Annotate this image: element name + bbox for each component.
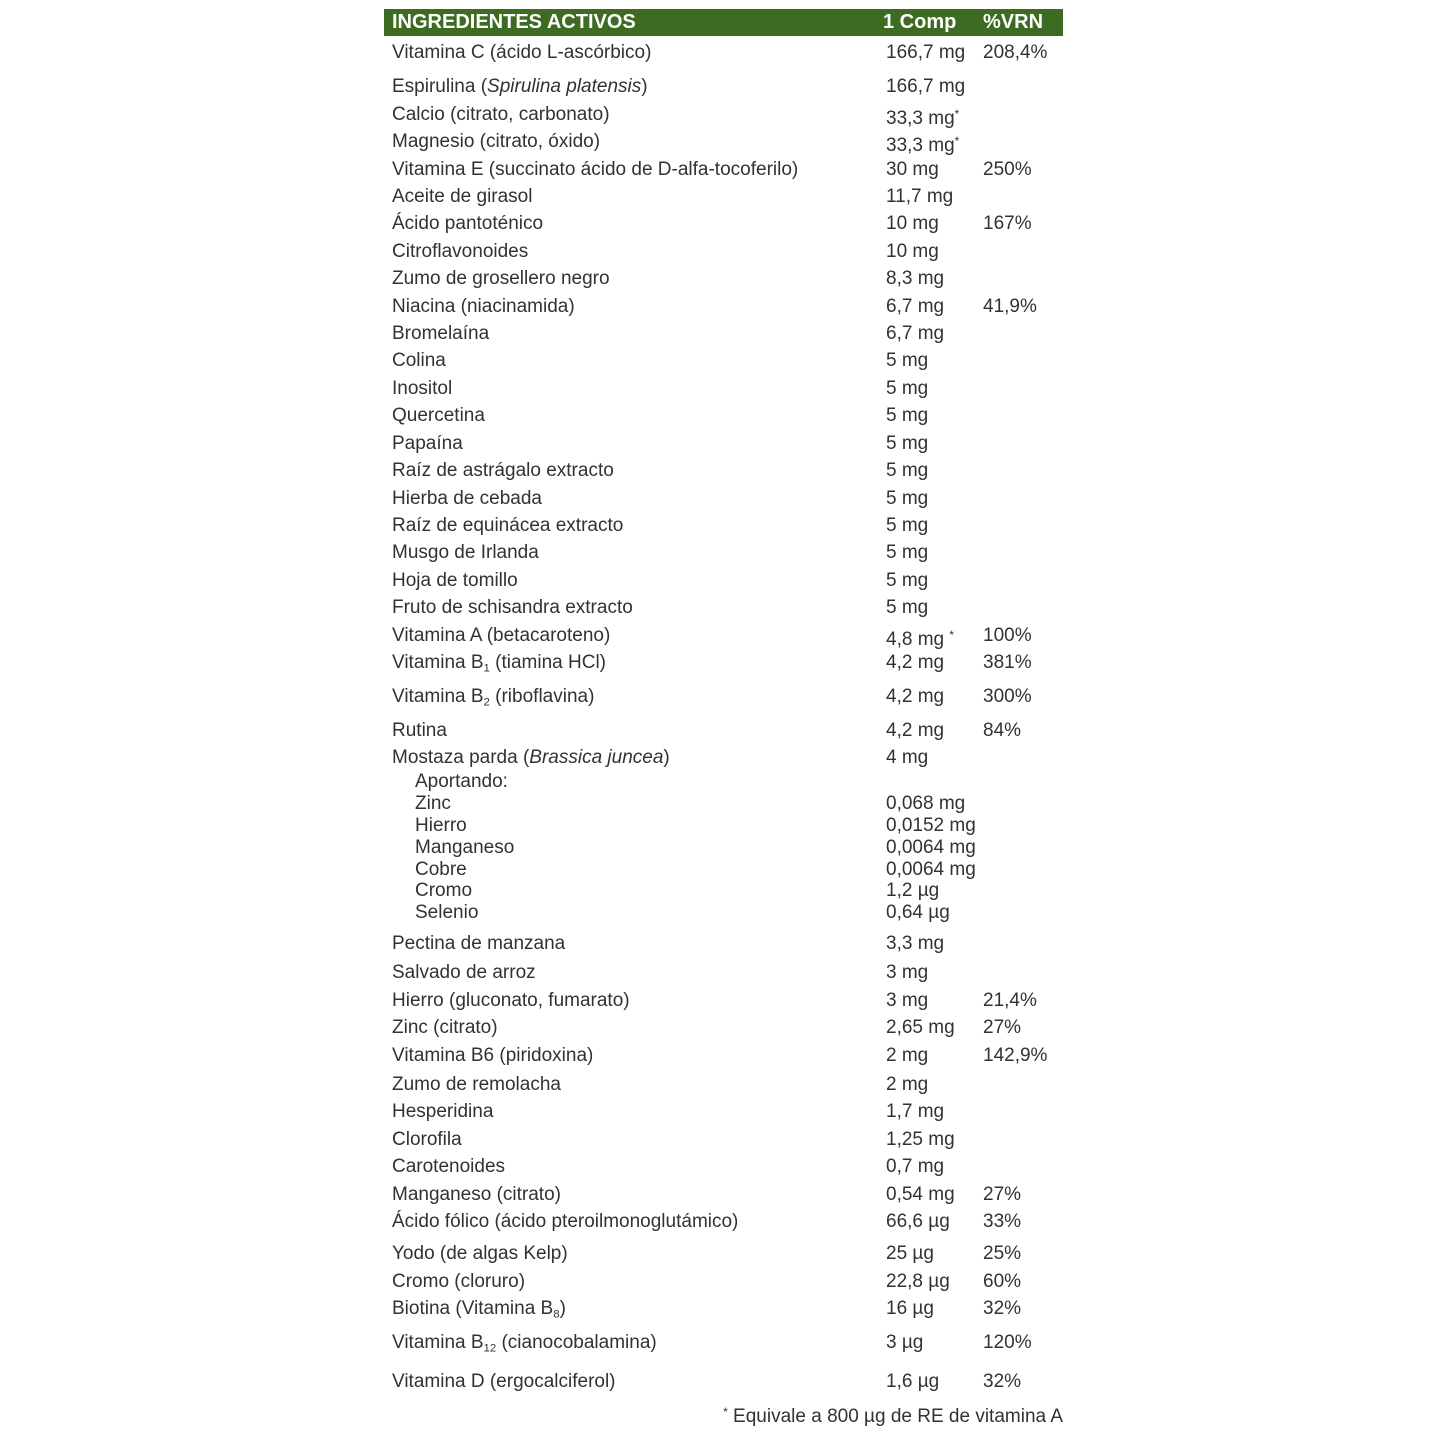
ingredient-name: Hesperidina [392, 1101, 494, 1123]
table-row [384, 793, 1063, 815]
table-rows [384, 36, 1063, 1395]
amount-value: 3 mg [886, 962, 929, 984]
table-row [384, 402, 1063, 429]
vrn-value: 41,9% [983, 295, 1037, 317]
amount-value: 0,7 mg [886, 1156, 945, 1178]
ingredient-name: Vitamina E (succinato ácido de D-alfa-tocoferilo) [392, 158, 799, 180]
amount-value: 5 mg [886, 542, 929, 564]
ingredient-name: Biotina (Vitamina B8) [392, 1298, 566, 1321]
table-row [384, 347, 1063, 374]
ingredients-table [384, 9, 1063, 1395]
ingredient-name: Yodo (de algas Kelp) [392, 1243, 568, 1265]
table-row [384, 183, 1063, 210]
ingredient-name: Selenio [415, 902, 479, 924]
table-row [384, 457, 1063, 484]
table-row [384, 771, 1063, 793]
vrn-value: 25% [983, 1243, 1022, 1265]
table-row [384, 837, 1063, 859]
table-row [384, 210, 1063, 237]
ingredient-name: Ácido fólico (ácido pteroilmonoglutámico) [392, 1211, 739, 1233]
amount-value: 11,7 mg [886, 186, 954, 208]
ingredient-name: Vitamina B2 (riboflavina) [392, 685, 595, 709]
amount-value: 0,54 mg [886, 1183, 955, 1205]
ingredient-name: Manganeso [415, 836, 515, 858]
vrn-value: 208,4% [983, 42, 1048, 63]
header-comp-label: 1 Comp [883, 11, 957, 33]
amount-value: 3 mg [886, 989, 929, 1011]
table-row [384, 1071, 1063, 1098]
header-vrn-label: %VRN [983, 11, 1044, 33]
vrn-value: 27% [983, 1183, 1022, 1205]
amount-value: 1,7 mg [886, 1101, 945, 1123]
amount-value: 22,8 µg [886, 1270, 950, 1292]
amount-value: 1,2 µg [886, 880, 940, 902]
ingredient-name: Vitamina C (ácido L-ascórbico) [392, 42, 652, 63]
amount-value: 0,64 µg [886, 902, 950, 924]
ingredient-name: Magnesio (citrato, óxido) [392, 131, 601, 153]
table-row [384, 959, 1063, 986]
amount-value: 4,8 mg * [886, 628, 954, 650]
table-row [384, 320, 1063, 347]
amount-value: 10 mg [886, 240, 939, 262]
vrn-value: 167% [983, 213, 1032, 235]
amount-value: 30 mg [886, 158, 939, 180]
amount-value: 0,0064 mg [886, 858, 976, 880]
amount-value: 0,0152 mg [886, 814, 976, 836]
table-row [384, 1208, 1063, 1235]
ingredient-name: Inositol [392, 377, 453, 399]
table-row [384, 265, 1063, 292]
vrn-value: 120% [983, 1332, 1032, 1354]
table-row [384, 1295, 1063, 1329]
table-row [384, 1329, 1063, 1363]
table-row [384, 73, 1063, 100]
table-row [384, 128, 1063, 155]
vrn-value: 33% [983, 1211, 1022, 1233]
ingredient-name: Cromo [415, 880, 473, 902]
vrn-value: 32% [983, 1370, 1022, 1392]
amount-value: 6,7 mg [886, 295, 945, 317]
table-row [384, 567, 1063, 594]
table-row [384, 512, 1063, 539]
ingredient-name: Fruto de schisandra extracto [392, 597, 633, 619]
ingredient-name: Espirulina (Spirulina platensis) [392, 76, 648, 98]
table-row [384, 1240, 1063, 1267]
table-row [384, 594, 1063, 621]
table-row [384, 1153, 1063, 1180]
table-row [384, 293, 1063, 320]
ingredient-name: Hierba de cebada [392, 487, 542, 509]
ingredient-name: Raíz de astrágalo extracto [392, 460, 614, 482]
table-row [384, 1268, 1063, 1295]
ingredient-name: Hoja de tomillo [392, 569, 518, 591]
amount-value: 1,25 mg [886, 1128, 955, 1150]
table-row [384, 744, 1063, 771]
ingredient-name: Calcio (citrato, carbonato) [392, 103, 610, 125]
amount-value: 33,3 mg* [886, 135, 960, 157]
vrn-value: 300% [983, 685, 1032, 707]
amount-value: 4,2 mg [886, 651, 945, 673]
amount-value: 6,7 mg [886, 323, 945, 345]
ingredient-name: Pectina de manzana [392, 932, 566, 954]
ingredient-name: Vitamina D (ergocalciferol) [392, 1370, 616, 1392]
table-row [384, 859, 1063, 881]
amount-value: 0,068 mg [886, 793, 966, 815]
table-row [384, 683, 1063, 717]
table-row [384, 930, 1063, 957]
table-row [384, 485, 1063, 512]
table-row [384, 539, 1063, 566]
ingredient-name: Manganeso (citrato) [392, 1183, 561, 1205]
table-row [384, 238, 1063, 265]
ingredient-name: Rutina [392, 719, 447, 741]
amount-value: 25 µg [886, 1243, 934, 1265]
ingredient-name: Salvado de arroz [392, 962, 536, 984]
table-row [384, 815, 1063, 837]
ingredient-name: Vitamina A (betacaroteno) [392, 624, 611, 646]
ingredient-name: Vitamina B12 (cianocobalamina) [392, 1332, 657, 1355]
amount-value: 16 µg [886, 1298, 934, 1320]
ingredient-name: Clorofila [392, 1128, 462, 1150]
amount-value: 2 mg [886, 1044, 929, 1066]
ingredient-name: Niacina (niacinamida) [392, 295, 575, 317]
amount-value: 4 mg [886, 746, 929, 768]
vrn-value: 84% [983, 719, 1022, 741]
table-row [384, 902, 1063, 924]
table-row [384, 1181, 1063, 1208]
table-row [384, 1098, 1063, 1125]
footnote: * Equivale a 800 µg de RE de vitamina A [723, 1406, 1063, 1427]
table-row [384, 430, 1063, 457]
table-row [384, 156, 1063, 183]
ingredient-name: Cromo (cloruro) [392, 1270, 526, 1292]
ingredient-name: Carotenoides [392, 1156, 506, 1178]
vrn-value: 250% [983, 158, 1032, 180]
amount-value: 66,6 µg [886, 1211, 950, 1233]
ingredient-name: Citroflavonoides [392, 240, 529, 262]
amount-value: 33,3 mg* [886, 107, 960, 129]
table-row [384, 622, 1063, 649]
ingredient-name: Aportando: [415, 771, 508, 793]
header-ingredients-label: INGREDIENTES ACTIVOS [392, 11, 636, 33]
ingredient-name: Zinc (citrato) [392, 1017, 498, 1039]
amount-value: 2 mg [886, 1073, 929, 1095]
amount-value: 5 mg [886, 487, 929, 509]
amount-value: 4,2 mg [886, 719, 945, 741]
ingredient-name: Mostaza parda (Brassica juncea) [392, 746, 670, 768]
amount-value: 3 µg [886, 1332, 924, 1354]
ingredient-name: Colina [392, 350, 446, 372]
table-row [384, 1042, 1063, 1069]
amount-value: 4,2 mg [886, 685, 945, 707]
amount-value: 5 mg [886, 514, 929, 536]
table-row [384, 101, 1063, 128]
amount-value: 1,6 µg [886, 1370, 940, 1392]
amount-value: 5 mg [886, 569, 929, 591]
ingredient-name: Zinc [415, 793, 451, 815]
ingredient-name: Musgo de Irlanda [392, 542, 539, 564]
vrn-value: 27% [983, 1017, 1022, 1039]
ingredient-name: Hierro (gluconato, fumarato) [392, 989, 630, 1011]
amount-value: 5 mg [886, 460, 929, 482]
amount-value: 2,65 mg [886, 1017, 955, 1039]
table-row [384, 1368, 1063, 1395]
amount-value: 5 mg [886, 350, 929, 372]
amount-value: 8,3 mg [886, 268, 945, 290]
ingredient-name: Quercetina [392, 405, 485, 427]
amount-value: 5 mg [886, 405, 929, 427]
vrn-value: 21,4% [983, 989, 1037, 1011]
ingredient-name: Vitamina B1 (tiamina HCl) [392, 651, 606, 675]
amount-value: 5 mg [886, 377, 929, 399]
ingredient-name: Aceite de girasol [392, 186, 533, 208]
amount-value: 10 mg [886, 213, 939, 235]
vrn-value: 60% [983, 1270, 1022, 1292]
ingredient-name: Papaína [392, 432, 463, 454]
table-row [384, 649, 1063, 683]
amount-value: 3,3 mg [886, 932, 945, 954]
ingredient-name: Hierro [415, 814, 467, 836]
amount-value: 166,7 mg [886, 42, 966, 63]
vrn-value: 32% [983, 1298, 1022, 1320]
amount-value: 0,0064 mg [886, 836, 976, 858]
ingredient-name: Raíz de equinácea extracto [392, 514, 624, 536]
table-header [384, 9, 1063, 36]
table-row [384, 39, 1063, 66]
vrn-value: 100% [983, 624, 1032, 646]
table-row [384, 1126, 1063, 1153]
ingredient-name: Zumo de grosellero negro [392, 268, 610, 290]
ingredient-name: Zumo de remolacha [392, 1073, 561, 1095]
table-row [384, 987, 1063, 1014]
amount-value: 5 mg [886, 597, 929, 619]
table-row [384, 375, 1063, 402]
amount-value: 5 mg [886, 432, 929, 454]
vrn-value: 142,9% [983, 1044, 1048, 1066]
ingredient-name: Ácido pantoténico [392, 213, 544, 235]
table-row [384, 880, 1063, 902]
ingredient-name: Vitamina B6 (piridoxina) [392, 1044, 594, 1066]
table-row [384, 717, 1063, 744]
ingredient-name: Bromelaína [392, 323, 490, 345]
vrn-value: 381% [983, 651, 1032, 673]
ingredient-name: Cobre [415, 858, 467, 880]
table-row [384, 1014, 1063, 1041]
amount-value: 166,7 mg [886, 76, 966, 98]
